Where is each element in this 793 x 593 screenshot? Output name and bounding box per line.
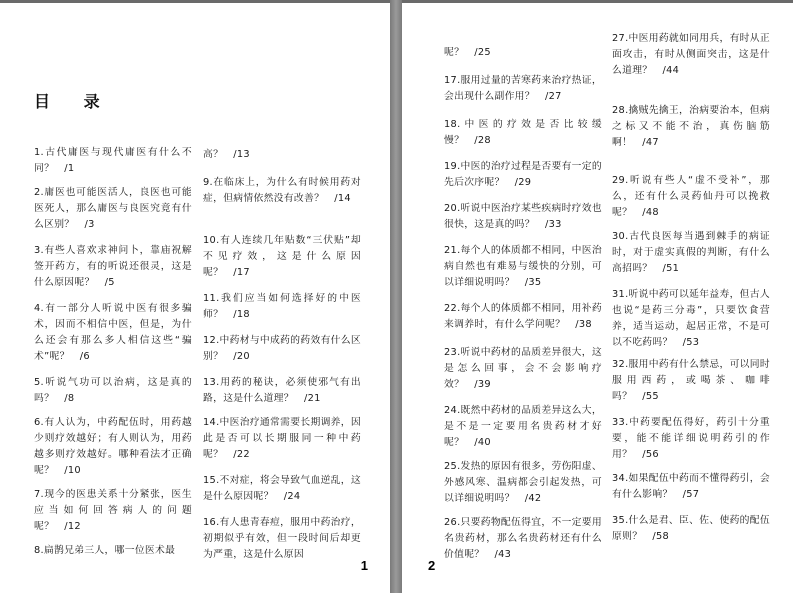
toc-entry[interactable]: 23.听说中药材的品质差异很大，这是怎么回事，会不会影响疗效？ /39 (444, 347, 602, 390)
toc-entry[interactable]: 9.在临床上，为什么有时候用药对症，但病情依然没有改善？ /14 (203, 177, 361, 204)
toc-entry[interactable]: 10.有人连续几年贴数“三伏贴”却不见疗效，这是什么原因呢？ /17 (203, 235, 361, 278)
toc-entry[interactable]: 21.每个人的体质都不相同，中医治病自然也有难易与缓快的分别，可以详细说明吗？ /35 (444, 245, 602, 288)
toc-entry[interactable]: 30.古代良医每当遇到棘手的病证时，对于虚实真假的判断，有什么高招吗？ /51 (612, 231, 770, 274)
toc-entry[interactable]: 16.有人患青春痘，服用中药治疗，初期似乎有效，但一段时间后却更为严重，这是什么原因 (203, 517, 361, 560)
toc-entry[interactable]: 28.擒贼先擒王，治病要治本，但病之标又不能不治，真伤脑筋啊！ /47 (612, 105, 770, 148)
left-page (0, 3, 390, 593)
toc-entry[interactable]: 26.只要药物配伍得宜，不一定要用名贵药材，那么名贵药材还有什么价值呢？ /43 (444, 517, 602, 560)
toc-entry[interactable]: 1.古代庸医与现代庸医有什么不同？ /1 (34, 147, 192, 174)
page-divider (390, 0, 402, 593)
page-number: 2 (428, 558, 436, 573)
toc-entry[interactable]: 14.中医治疗通常需要长期调养，因此是否可以长期服同一种中药呢？ /22 (203, 417, 361, 460)
toc-entry[interactable]: 呢？ /25 (444, 47, 491, 58)
toc-entry[interactable]: 12.中药材与中成药的药效有什么区别？ /20 (203, 335, 361, 362)
toc-entry[interactable]: 22.每个人的体质都不相同，用补药来调养时，有什么学问呢？ /38 (444, 303, 602, 330)
toc-entry[interactable]: 27.中医用药就如同用兵，有时从正面攻击，有时从侧面突击，这是什么道理？ /44 (612, 33, 770, 76)
toc-entry[interactable]: 29.听说有些人“虚不受补”，那么，还有什么灵药仙丹可以挽救呢？ /48 (612, 175, 770, 218)
toc-entry[interactable]: 32.服用中药有什么禁忌，可以同时服用西药，或喝茶、咖啡吗？ /55 (612, 359, 770, 402)
toc-entry[interactable]: 19.中医的治疗过程是否要有一定的先后次序呢？ /29 (444, 161, 602, 188)
toc-entry[interactable]: 31.听说中药可以延年益寿，但古人也说“是药三分毒”，只要饮食营养，适当运动，起居正常，不是可以不吃药吗？ /53 (612, 289, 770, 348)
toc-entry[interactable]: 2.庸医也可能医活人，良医也可能医死人，那么庸医与良医究竟有什么区别？ /3 (34, 187, 192, 230)
toc-entry[interactable]: 20.听说中医治疗某些疾病时疗效也很快，这是真的吗？ /33 (444, 203, 602, 230)
toc-title: 目 录 (34, 92, 114, 111)
toc-entry[interactable]: 24.既然中药材的品质差异这么大，是不是一定要用名贵药材才好呢？ /40 (444, 405, 602, 448)
toc-entry[interactable]: 35.什么是君、臣、佐、使药的配伍原则？ /58 (612, 515, 770, 542)
toc-entry[interactable]: 5.听说气功可以治病，这是真的吗？ /8 (34, 377, 192, 404)
toc-entry[interactable]: 15.不对症，将会导致气血逆乱，这是什么原因呢？ /24 (203, 475, 361, 502)
toc-entry[interactable]: 3.有些人喜欢求神问卜，靠庙祝解签开药方，有的听说还很灵，这是什么原因呢？ /5 (34, 245, 192, 288)
toc-entry[interactable]: 8.扁鹊兄弟三人，哪一位医术最 (34, 545, 176, 556)
toc-entry[interactable]: 7.现今的医患关系十分紧张，医生应当如何回答病人的问题呢？ /12 (34, 489, 192, 532)
toc-entry[interactable]: 6.有人认为，中药配伍时，用药越少则疗效越好；有人则认为，用药越多则疗效越好。哪种看法才正确呢？ /10 (34, 417, 192, 476)
page-number: 1 (360, 558, 368, 573)
toc-entry[interactable]: 18.中医的疗效是否比较缓慢？ /28 (444, 119, 602, 146)
toc-entry[interactable]: 高？ /13 (203, 149, 250, 160)
toc-entry[interactable]: 25.发热的原因有很多，劳伤阳虚、外感风寒、温病都会引起发热，可以详细说明吗？ /42 (444, 461, 602, 504)
toc-entry[interactable]: 17.服用过量的苦寒药来治疗热证，会出现什么副作用？ /27 (444, 75, 602, 102)
toc-entry[interactable]: 33.中药要配伍得好，药引十分重要，能不能详细说明药引的作用？ /56 (612, 417, 770, 460)
toc-entry[interactable]: 13.用药的秘诀，必须使邪气有出路，这是什么道理？ /21 (203, 377, 361, 404)
right-page (402, 3, 793, 593)
toc-entry[interactable]: 4.有一部分人听说中医有很多骗术，因而不相信中医，但是，为什么还会有那么多人相信这些“骗术”呢？ /6 (34, 303, 192, 362)
toc-entry[interactable]: 34.如果配伍中药而不懂得药引，会有什么影响？ /57 (612, 473, 770, 500)
toc-entry[interactable]: 11.我们应当如何选择好的中医师？ /18 (203, 293, 361, 320)
